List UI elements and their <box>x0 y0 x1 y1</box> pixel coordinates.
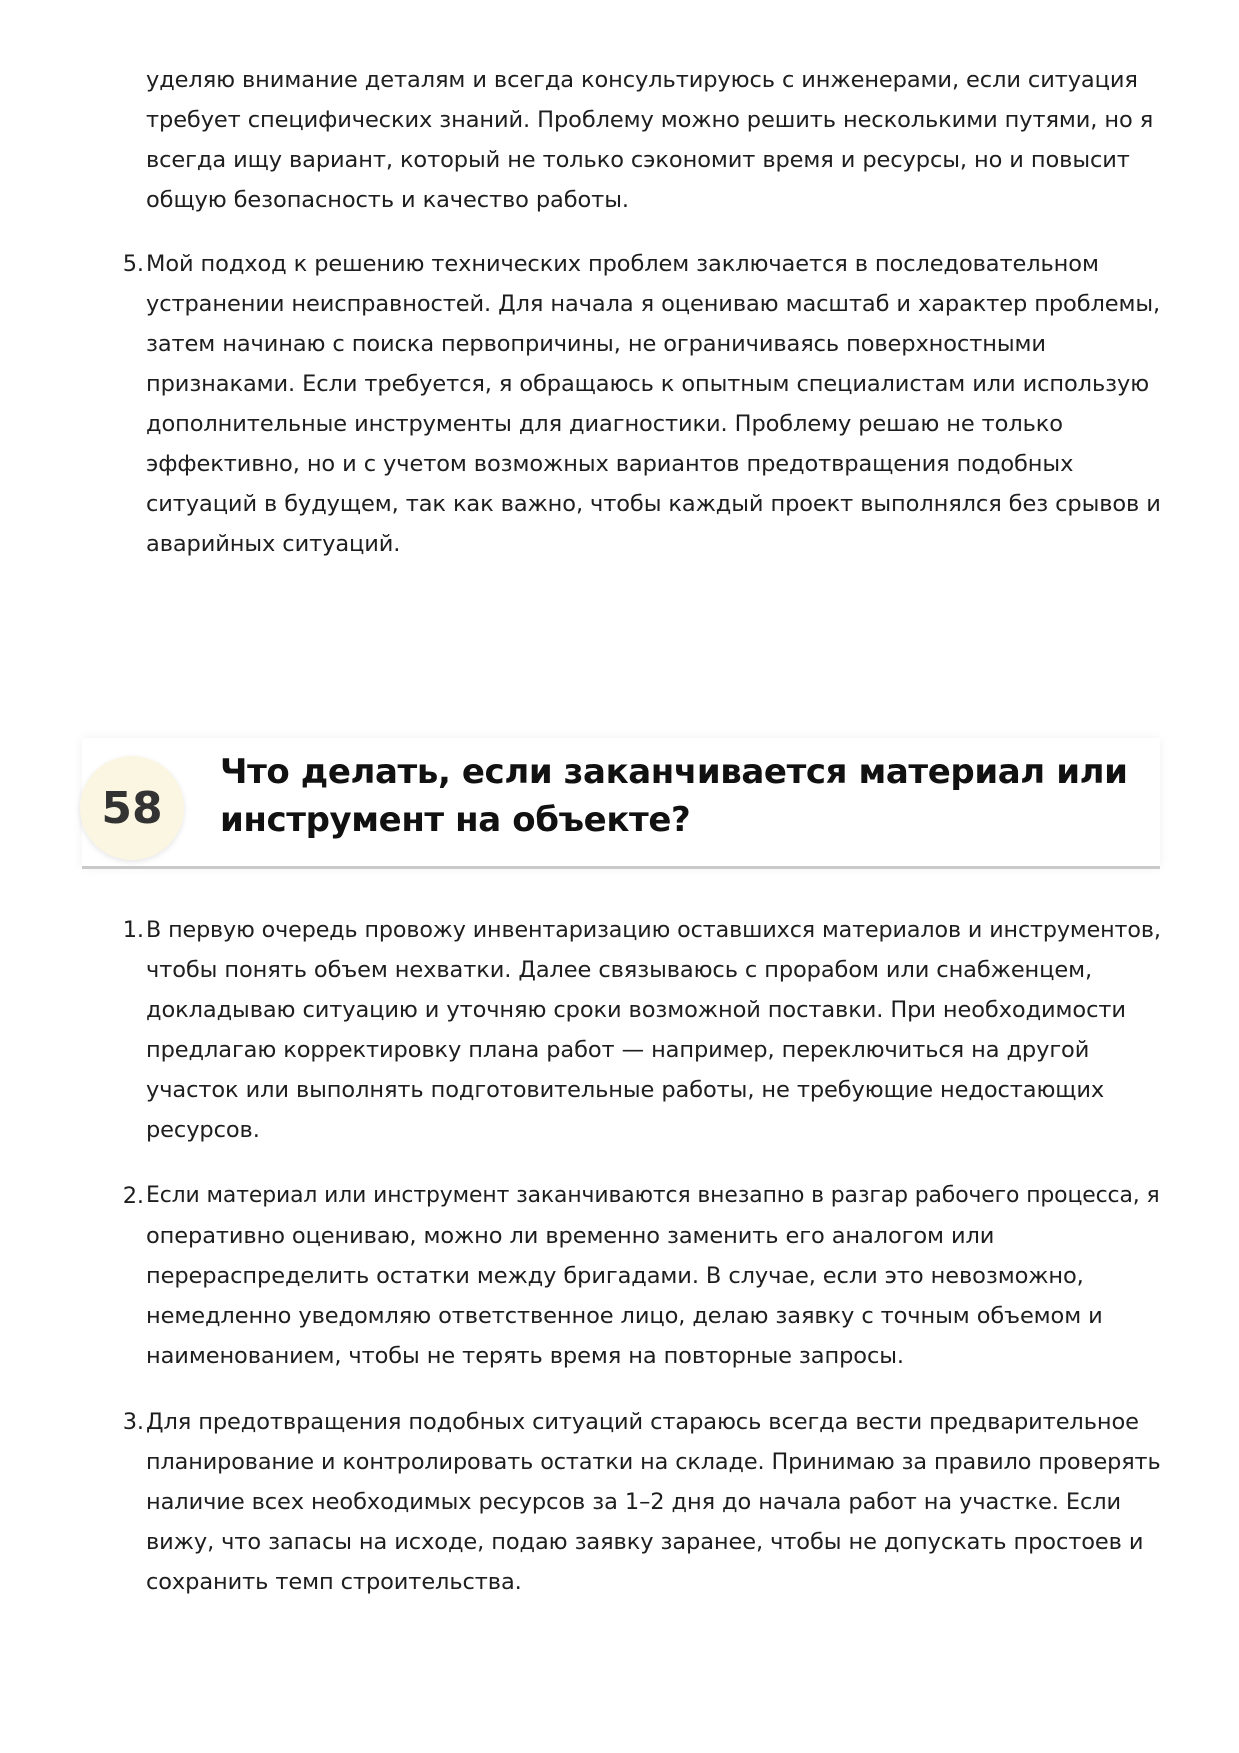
text-line: затем начинаю с поиска первопричины, не ограничиваясь поверхностными <box>146 331 1046 357</box>
intro-paragraph <box>146 60 1156 220</box>
text-line: чтобы понять объем нехватки. Далее связываюсь с прорабом или снабженцем, <box>146 957 1093 983</box>
question-number-badge: 58 <box>80 756 184 860</box>
text-line: немедленно уведомляю ответственное лицо, делаю заявку с точным объемом и <box>146 1303 1103 1329</box>
text-line: вижу, что запасы на исходе, подаю заявку заранее, чтобы не допускать простоев и <box>146 1529 1144 1555</box>
answer-item-2 <box>122 1176 1166 1376</box>
text-line: ситуаций в будущем, так как важно, чтобы каждый проект выполнялся без срывов и <box>146 491 1161 517</box>
text-line: всегда ищу вариант, который не только сэкономит время и ресурсы, но и повысит <box>146 147 1130 173</box>
text-line: эффективно, но и с учетом возможных вариантов предотвращения подобных <box>146 451 1074 477</box>
list-item-number: 2. <box>122 1183 144 1209</box>
text-line: участок или выполнять подготовительные работы, не требующие недостающих <box>146 1077 1105 1103</box>
text-line: устранении неисправностей. Для начала я оцениваю масштаб и характер проблемы, <box>146 291 1161 317</box>
answer-item-1 <box>122 910 1166 1150</box>
text-line: Если материал или инструмент заканчиваются внезапно в разгар рабочего процесса, я <box>146 1183 1160 1208</box>
header-divider <box>82 866 1160 869</box>
text-line: предлагаю корректировку плана работ — например, переключиться на другой <box>146 1037 1090 1063</box>
text-line: оперативно оцениваю, можно ли временно заменить его аналогом или <box>146 1223 995 1249</box>
answer-item-3 <box>122 1402 1166 1602</box>
title-line: инструмент на объекте? <box>220 800 691 840</box>
list-item-5 <box>122 244 1166 564</box>
text-line: наличие всех необходимых ресурсов за 1–2 дня до начала работ на участке. Если <box>146 1489 1122 1515</box>
text-line: уделяю внимание деталям и всегда консультируюсь с инженерами, если ситуация <box>146 67 1138 93</box>
text-line: дополнительные инструменты для диагностики. Проблему решаю не только <box>146 411 1063 437</box>
text-line: В первую очередь провожу инвентаризацию оставшихся материалов и инструментов, <box>146 917 1161 943</box>
list-item-number: 1. <box>122 917 144 943</box>
text-line: Для предотвращения подобных ситуаций стараюсь всегда вести предварительное <box>146 1409 1139 1435</box>
text-line: признаками. Если требуется, я обращаюсь к опытным специалистам или использую <box>146 371 1150 397</box>
text-line: аварийных ситуаций. <box>146 531 401 557</box>
text-line: наименованием, чтобы не терять время на повторные запросы. <box>146 1343 904 1369</box>
text-line: Мой подход к решению технических проблем заключается в последовательном <box>146 251 1099 277</box>
list-item-number: 5. <box>122 251 144 277</box>
list-item-number: 3. <box>122 1409 144 1435</box>
text-line: перераспределить остатки между бригадами. В случае, если это невозможно, <box>146 1263 1084 1289</box>
text-line: планирование и контролировать остатки на складе. Принимаю за правило проверять <box>146 1449 1161 1475</box>
text-line: сохранить темп строительства. <box>146 1569 522 1595</box>
text-line: ресурсов. <box>146 1117 260 1143</box>
title-line: Что делать, если заканчивается материал или <box>220 752 1128 792</box>
text-line: общую безопасность и качество работы. <box>146 187 629 213</box>
text-line: требует специфических знаний. Проблему можно решить несколькими путями, но я <box>146 107 1154 133</box>
question-title <box>220 748 1150 844</box>
text-line: докладываю ситуацию и уточняю сроки возможной поставки. При необходимости <box>146 997 1126 1023</box>
